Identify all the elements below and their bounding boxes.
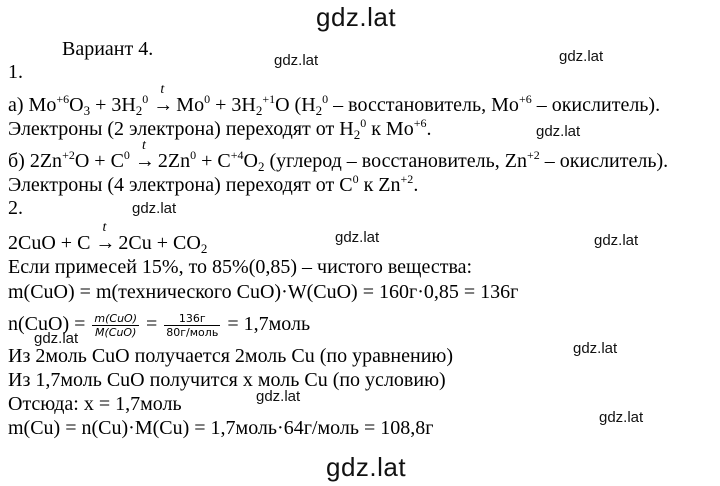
mass-cuo: m(CuO) = m(технического CuO)·W(CuO) = 160г·0,85 = 136г	[8, 281, 519, 303]
ratio-equation: Из 2моль CuO получается 2моль Cu (по уравнению)	[8, 345, 454, 367]
watermark: gdz.lat	[599, 409, 644, 426]
watermark: gdz.lat	[132, 200, 177, 217]
fraction-formula: $\frac{\text{m(CuO)}}{\text{M(CuO)}}$	[94, 312, 137, 339]
reaction-arrow: t →	[134, 138, 155, 172]
watermark: gdz.lat	[536, 123, 581, 140]
ratio-condition: Из 1,7моль CuO получится x моль Cu (по условию)	[8, 369, 446, 391]
moles-cuo: n(CuO) = $\frac{\text{m(CuO)}}{\text{M(CuO)}}$ = $\frac{136г}{\text{80г/моль}}$ = 1,7моль	[8, 312, 311, 339]
problem-2-number: 2.	[8, 197, 23, 219]
watermark-top: gdz.lat	[316, 2, 397, 32]
problem-1-number: 1.	[8, 61, 23, 83]
watermark: gdz.lat	[573, 340, 618, 357]
watermark: gdz.lat	[559, 48, 604, 65]
watermark: gdz.lat	[335, 229, 380, 246]
watermark: gdz.lat	[34, 330, 79, 347]
reaction-a: а) $Mo^{+6}O_3 + 3H_2^0$ t → $Mo^0 + 3H_2^{+1}O$ ($H_2^0$ – восстановитель, $Mo^{+6}$ – окислитель).	[8, 82, 661, 118]
reaction-arrow: t →	[153, 82, 174, 116]
fraction-values: $\frac{136г}{\text{80г/моль}}$	[166, 312, 219, 339]
result-x: Отсюда: x = 1,7моль	[8, 393, 182, 415]
reaction-arrow: t →	[95, 220, 116, 254]
electron-transfer-b: Электроны (4 электрона) переходят от $C^0$ к $Zn^{+2}$.	[8, 172, 419, 196]
mass-cu: m(Cu) = n(Cu)·M(Cu) = 1,7моль·64г/моль = 108,8г	[8, 417, 434, 439]
watermark: gdz.lat	[594, 232, 639, 249]
impurity-text: Если примесей 15%, то 85%(0,85) – чистого вещества:	[8, 256, 473, 278]
watermark: gdz.lat	[274, 52, 319, 69]
reaction-b: б) $2Zn^{+2}O + C^0$ t → $2Zn^0 + C^{+4}O_2$ (углерод – восстановитель, $Zn^{+2}$ – окислитель).	[8, 138, 669, 174]
watermark-bottom: gdz.lat	[326, 452, 407, 482]
watermark: gdz.lat	[256, 388, 301, 405]
reaction-equation: 2CuO + C t → $2Cu + CO_2$	[8, 220, 208, 256]
variant-heading: Вариант 4.	[62, 38, 154, 60]
electron-transfer-a: Электроны (2 электрона) переходят от $H_2^0$ к $Mo^{+6}$.	[8, 116, 432, 142]
